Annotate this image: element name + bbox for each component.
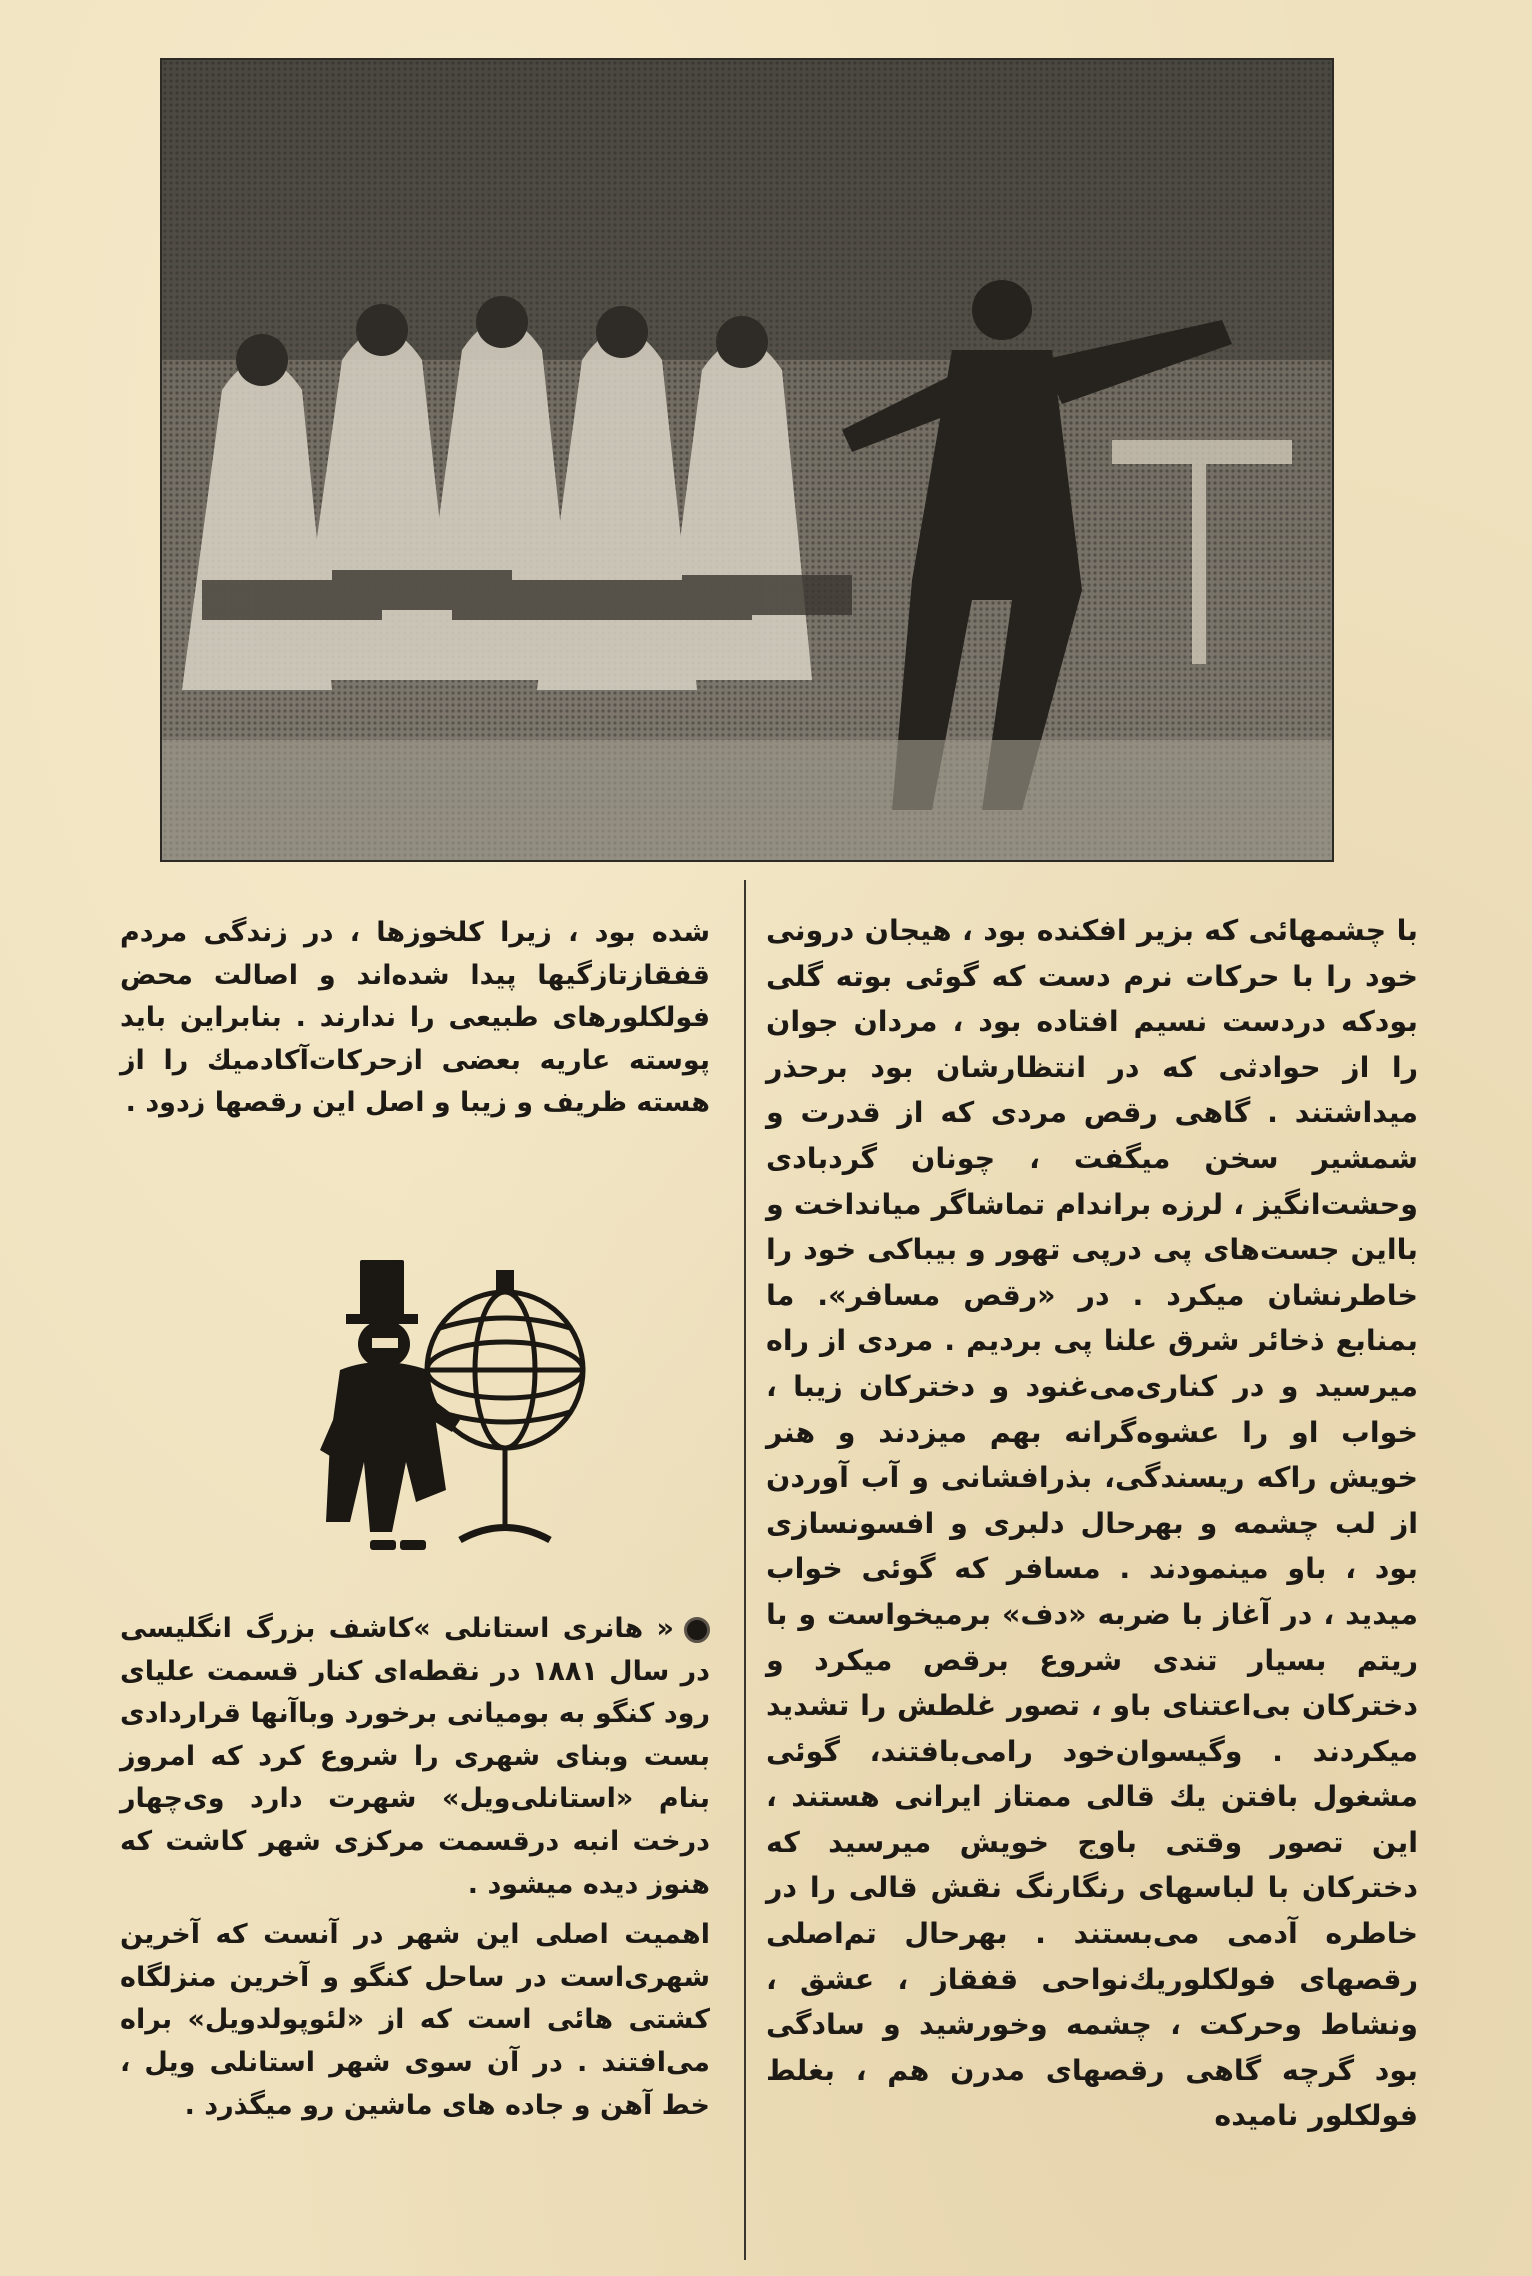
bullet-dot-icon bbox=[684, 1617, 710, 1643]
explorer-cartoon bbox=[300, 1240, 630, 1570]
right-column-text bbox=[766, 908, 1418, 2139]
left-column-bottom-text bbox=[120, 1608, 710, 2127]
stanley-paragraph-text: « هانری استانلی »کاشف بزرگ انگلیسی در سال ۱۸۸۱ در نقطه‌ای کنار قسمت علیای رود کنگو به بومیانی برخورد وباآنها قراردادی بست وبنای شهری را شروع کرد که امروز بنام «استانلی‌ویل» شهرت دارد وی‌چهار درخت انبه درقسمت مرکزی شهر کاشت که هنوز دیده میشود . bbox=[120, 1613, 710, 1900]
left-column-top-paragraph: شده بود ، زیرا کلخوزها ، در زندگی مردم قفقازتازگیها پیدا شده‌اند و اصالت محض فولکلورهای طبیعی را ندارند . بنابراین باید پوسته عاریه بعضی ازحرکات‌آکادمیك را از هسته ظریف و زیبا و اصل این رقصها زدود . bbox=[120, 917, 710, 1118]
folk-dance-photo bbox=[160, 58, 1334, 862]
right-column-paragraph: با چشمهائی که بزیر افکنده بود ، هیجان درونی خود را با حرکات نرم دست که گوئی بوته گلی بودکه دردست نسیم افتاده بود ، مردان جوان را از حوادثی که در انتظارشان بود برحذر میداشتند . گاهی رقص مردی که از قدرت و شمشیر سخن میگفت ، چونان گردبادی وحشت‌انگیز ، لرزه براندام تماشاگر میانداخت و بااین جست‌های پی درپی تهور و بیباکی خود را خاطرنشان میکرد . در «رقص مسافر». ما بمنابع ذخائر شرق علنا پی بردیم . مردی از راه میرسید و در کناری‌می‌غنود و دخترکان زیبا ، خواب او را عشوه‌گرانه بهم میزدند و هنر خویش راکه ریسندگی، بذرافشانی و آب آوردن از لب چشمه و بهرحال دلبری و افسونسازی بود ، باو مینمودند . مسافر که گوئی خواب میدید ، در آغاز با ضربه «دف» برمیخواست و با ریتم بسیار تندی شروع برقص میکرد و دخترکان بی‌اعتنای باو ، تصور غلطش را تشدید میکردند . وگیسوان‌خود رامی‌بافتند، گوئی مشغول بافتن یك قالی ممتاز ایرانی هستند ، این تصور وقتی باوج خویش میرسید که دخترکان با لباسهای رنگارنگ نقش قالی را در خاطره آدمی می‌بستند . بهرحال تم‌اصلی رقصهای فولکلوریك‌نواحی قفقاز ، عشق ، ونشاط وحرکت ، چشمه وخورشید و سادگی بود گرچه گاهی رقصهای مدرن هم ، بغلط فولکلور نامیده bbox=[766, 914, 1418, 2133]
stanley-paragraph bbox=[120, 1608, 710, 1906]
stanleyville-paragraph: اهمیت اصلی این شهر در آنست که آخرین شهری‌است در ساحل کنگو و آخرین منزلگاه کشتی هائی است که از «لئوپولدویل» براه می‌افتند . در آن سوی شهر استانلی ویل ، خط آهن و جاده های ماشین رو میگذرد . bbox=[120, 1919, 710, 2121]
explorer-globe-cartoon-icon bbox=[300, 1240, 630, 1570]
left-column-top-text bbox=[120, 912, 710, 1125]
folk-dance-photo-icon bbox=[162, 60, 1332, 860]
column-divider bbox=[744, 880, 746, 2260]
